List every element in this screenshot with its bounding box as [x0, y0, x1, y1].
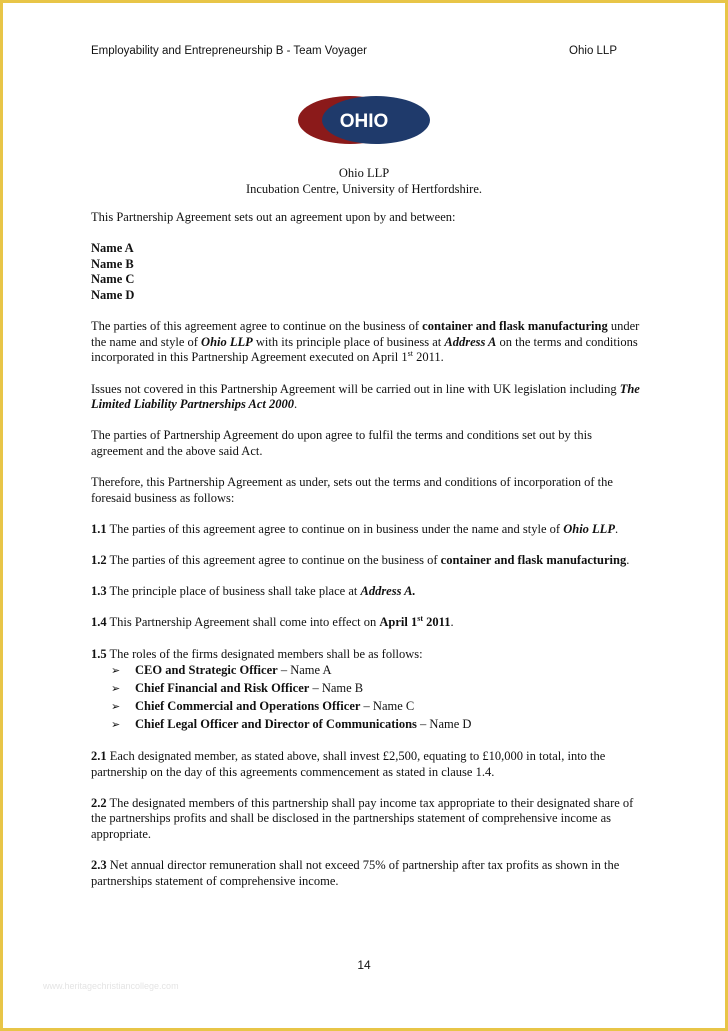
logo-text: OHIO	[339, 111, 389, 132]
terms-paragraph: The parties of Partnership Agreement do upon agree to fulfil the terms and conditions set out by this agreement and the above said Act.	[91, 428, 592, 458]
arrow-bullet-icon: ➢	[111, 664, 121, 678]
roles-list	[91, 662, 643, 733]
header-left-text: Employability and Entrepreneurship B - Team Voyager	[91, 45, 367, 57]
arrow-bullet-icon: ➢	[111, 717, 121, 731]
page-number: 14	[357, 958, 371, 972]
party-name: Name C	[91, 272, 135, 287]
party-name: Name A	[91, 241, 134, 256]
page-header	[91, 45, 617, 57]
address-block	[3, 165, 725, 197]
arrow-bullet-icon: ➢	[111, 682, 121, 696]
list-item: ➢ CEO and Strategic Officer – Name A	[111, 662, 643, 680]
clause-1-4: 1.4 This Partnership Agreement shall come into effect on April 1st 2011.	[91, 614, 454, 630]
list-item: ➢ Chief Financial and Risk Officer – Name B	[111, 680, 643, 698]
clause-2-1: 2.1 Each designated member, as stated above, shall invest £2,500, equating to £10,000 in total, into the partnership on the day of this agreements commencement as stated in clause 1.4.	[91, 749, 606, 779]
agreement-body	[91, 210, 643, 905]
address-line-2: Incubation Centre, University of Hertfordshire.	[245, 182, 483, 196]
intro-paragraph: This Partnership Agreement sets out an agreement upon by and between:	[91, 210, 456, 224]
incorporation-paragraph: Therefore, this Partnership Agreement as under, sets out the terms and conditions of incorporation of the foresaid business as follows:	[91, 475, 613, 505]
company-logo	[3, 95, 725, 145]
clause-1-2: 1.2 The parties of this agreement agree to continue on the business of container and flask manufacturing.	[91, 553, 630, 568]
watermark-text: www.heritagechristiancollege.com	[43, 981, 179, 991]
party-name: Name D	[91, 287, 135, 302]
address-line-1: Ohio LLP	[338, 166, 390, 180]
legislation-paragraph: Issues not covered in this Partnership Agreement will be carried out in line with UK legislation including The Limited Liability Partnerships Act 2000.	[91, 381, 640, 412]
clause-1-1: 1.1 The parties of this agreement agree to continue on in business under the name and style of Ohio LLP.	[91, 521, 619, 536]
ohio-logo-icon	[298, 95, 430, 145]
clause-1-5: 1.5 The roles of the firms designated members shall be as follows: ➢ CEO and Strategic Officer – Name A ➢ Chief Financial and Risk Officer – Name B ➢ Chief Commercial and Operations Officer – Name C ➢ Chief Legal Officer and Director of Communications – Name D	[91, 647, 643, 734]
arrow-bullet-icon: ➢	[111, 699, 121, 713]
party-names-list	[91, 241, 643, 303]
party-name: Name B	[91, 256, 134, 271]
list-item: ➢ Chief Legal Officer and Director of Communications – Name D	[111, 716, 643, 734]
business-paragraph: The parties of this agreement agree to continue on the business of container and flask manufacturing under the name and style of Ohio LLP with its principle place of business at Address A on the terms and conditions incorporated in this Partnership Agreement executed on April 1st 2011.	[91, 319, 640, 365]
clause-2-2: 2.2 The designated members of this partnership shall pay income tax appropriate to their designated share of the partnerships profits and shall be disclosed in the partnerships statement of comprehensive income as appropriate.	[91, 795, 634, 841]
header-right-text: Ohio LLP	[569, 45, 617, 57]
clause-1-3: 1.3 The principle place of business shall take place at Address A.	[91, 584, 416, 599]
clause-2-3: 2.3 Net annual director remuneration shall not exceed 75% of partnership after tax profits as shown in the partnerships statement of comprehensive income.	[91, 858, 620, 888]
list-item: ➢ Chief Commercial and Operations Officer – Name C	[111, 698, 643, 716]
